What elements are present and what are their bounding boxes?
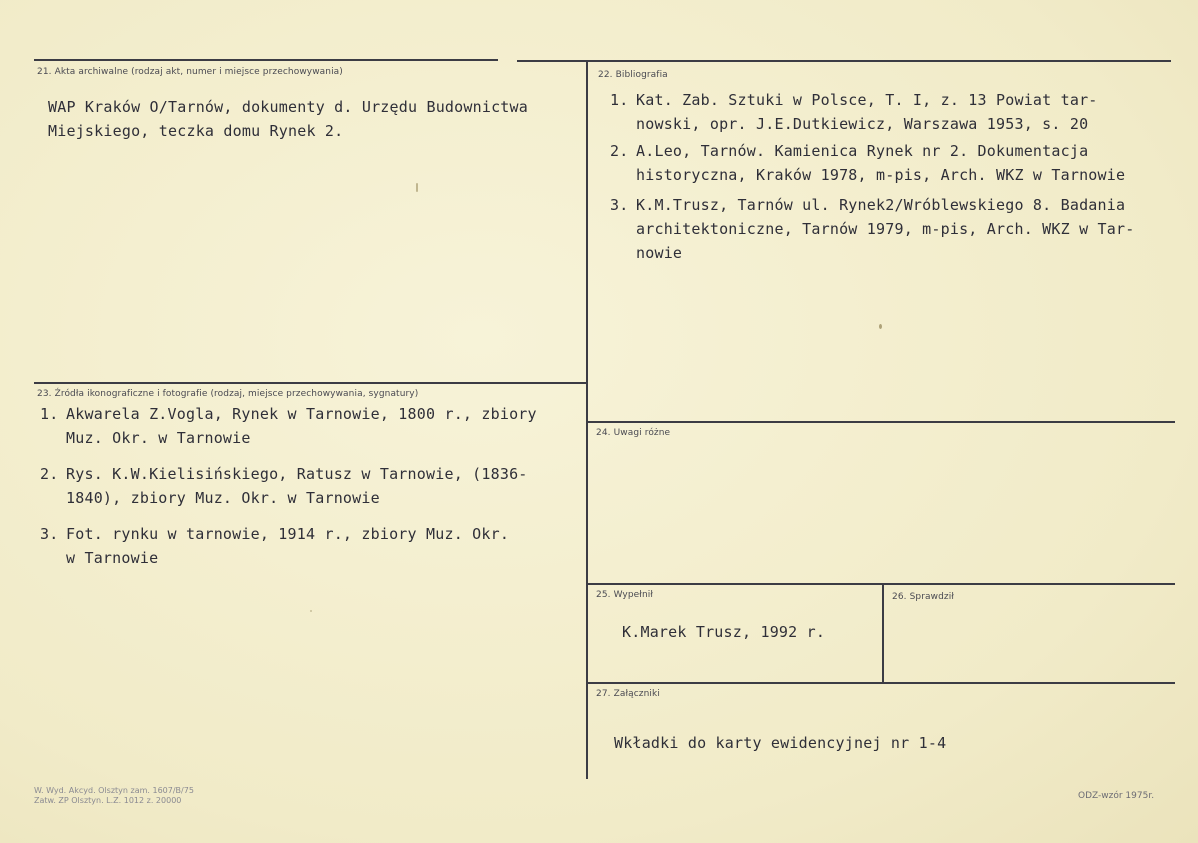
iconography-item-line: w Tarnowie xyxy=(66,549,159,567)
bibliography-item-number: 1. xyxy=(610,91,629,109)
paper-speck xyxy=(879,324,882,329)
top-rule-right xyxy=(517,60,1171,62)
iconography-item xyxy=(40,402,537,450)
print-info-line: W. Wyd. Akcyd. Olsztyn zam. 1607/B/75 xyxy=(34,786,194,795)
field-24-label: 24. Uwagi różne xyxy=(596,428,671,438)
bibliography-item-number: 2. xyxy=(610,142,629,160)
field-21-line: WAP Kraków O/Tarnów, dokumenty d. Urzędu Budownictwa xyxy=(48,98,528,116)
iconography-item-number: 2. xyxy=(40,465,59,483)
rule-25-27 xyxy=(587,682,1175,684)
iconography-item xyxy=(40,522,537,570)
rule-24-25 xyxy=(587,583,1175,585)
bibliography-list xyxy=(610,88,1134,265)
center-divider xyxy=(586,61,588,779)
field-22-label: 22. Bibliografia xyxy=(598,70,668,80)
iconography-item xyxy=(40,462,537,510)
field-21-value xyxy=(48,95,528,143)
bibliography-item-number: 3. xyxy=(610,196,629,214)
field-21-line: Miejskiego, teczka domu Rynek 2. xyxy=(48,122,344,140)
bibliography-item xyxy=(610,193,1134,265)
rule-21-23 xyxy=(34,382,587,384)
field-25-value: K.Marek Trusz, 1992 r. xyxy=(622,623,826,641)
field-25-label: 25. Wypełnił xyxy=(596,590,654,600)
top-rule-left xyxy=(34,59,498,61)
field-27-value: Wkładki do karty ewidencyjnej nr 1-4 xyxy=(614,734,947,752)
bibliography-item-line: Kat. Zab. Sztuki w Polsce, T. I, z. 13 Powiat tar- xyxy=(636,91,1098,109)
bibliography-item-line: nowski, opr. J.E.Dutkiewicz, Warszawa 1953, s. 20 xyxy=(636,115,1089,133)
iconography-item-number: 3. xyxy=(40,525,59,543)
iconography-item-line: Akwarela Z.Vogla, Rynek w Tarnowie, 1800 r., zbiory xyxy=(66,405,537,423)
bibliography-item-line: nowie xyxy=(636,244,683,262)
iconography-item-line: Muz. Okr. w Tarnowie xyxy=(66,429,251,447)
rule-22-24 xyxy=(587,421,1175,423)
paper-speck xyxy=(310,610,312,612)
iconography-item-line: 1840), zbiory Muz. Okr. w Tarnowie xyxy=(66,489,380,507)
bibliography-item-line: architektoniczne, Tarnów 1979, m-pis, Arch. WKZ w Tar- xyxy=(636,220,1135,238)
paper-speck xyxy=(416,183,418,192)
form-id: ODZ-wzór 1975r. xyxy=(1078,791,1155,801)
bibliography-item-line: historyczna, Kraków 1978, m-pis, Arch. WKZ w Tarnowie xyxy=(636,166,1126,184)
iconography-item-number: 1. xyxy=(40,405,59,423)
field-23-label: 23. Źródła ikonograficzne i fotografie (rodzaj, miejsce przechowywania, sygnatury) xyxy=(37,389,419,399)
bibliography-item xyxy=(610,139,1134,187)
field-26-label: 26. Sprawdził xyxy=(892,592,954,602)
bibliography-item-line: K.M.Trusz, Tarnów ul. Rynek2/Wróblewskiego 8. Badania xyxy=(636,196,1126,214)
iconography-list xyxy=(40,402,537,570)
field-21-label: 21. Akta archiwalne (rodzaj akt, numer i miejsce przechowywania) xyxy=(37,67,343,77)
bibliography-item-line: A.Leo, Tarnów. Kamienica Rynek nr 2. Dokumentacja xyxy=(636,142,1089,160)
bibliography-item xyxy=(610,88,1134,136)
field-27-label: 27. Załączniki xyxy=(596,689,660,699)
iconography-item-line: Fot. rynku w tarnowie, 1914 r., zbiory Muz. Okr. xyxy=(66,525,510,543)
divider-25-26 xyxy=(882,583,884,683)
print-info-line: Zatw. ZP Olsztyn. L.Z. 1012 z. 20000 xyxy=(34,796,182,805)
iconography-item-line: Rys. K.W.Kielisińskiego, Ratusz w Tarnowie, (1836- xyxy=(66,465,528,483)
